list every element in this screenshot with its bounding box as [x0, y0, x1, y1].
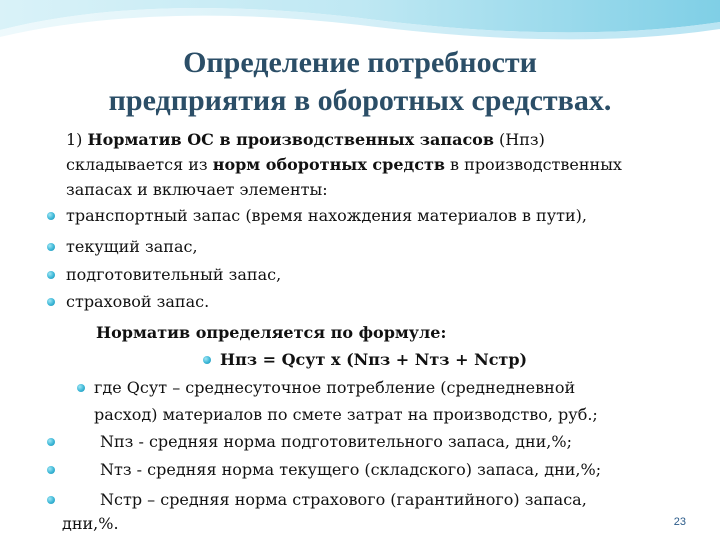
bullet-icon: [77, 384, 85, 392]
bullet-icon: [47, 466, 55, 474]
intro-line-3: запасах и включает элементы:: [66, 180, 328, 199]
def-nstr-continuation: дни,%.: [62, 514, 119, 533]
formula-intro: [96, 323, 446, 343]
bullet-icon: [47, 496, 55, 504]
intro-line-2-post: в производственных: [444, 155, 622, 174]
intro-line-2: [66, 155, 622, 175]
where-line-2: расход) материалов по смете затрат на производство, руб.;: [94, 405, 598, 424]
intro-abbrev: (Нпз): [493, 130, 545, 149]
bullet-icon: [47, 298, 55, 306]
element-item-1: транспортный запас (время нахождения материалов в пути),: [66, 206, 587, 225]
bullet-icon: [203, 356, 211, 364]
intro-line-1: [66, 130, 545, 150]
intro-line-2-pre: складывается из: [66, 155, 213, 174]
title-line-1: Определение потребности: [183, 46, 537, 79]
formula: [220, 350, 527, 370]
formula-intro-text: Норматив определяется по формуле:: [96, 323, 447, 342]
element-item-4: страховой запас.: [66, 292, 210, 311]
bullet-icon: [47, 438, 55, 446]
bullet-icon: [47, 212, 55, 220]
bullet-icon: [47, 243, 55, 251]
where-line-1: где Qсут – среднесуточное потребление (среднедневной: [94, 378, 576, 397]
element-item-2: текущий запас,: [66, 237, 198, 256]
title-line-2: предприятия в оборотных средствах.: [108, 84, 612, 117]
intro-number: 1): [66, 130, 88, 149]
def-ntz: Nтз - средняя норма текущего (складского) запаса, дни,%;: [100, 460, 602, 479]
element-item-3: подготовительный запас,: [66, 265, 282, 284]
def-npz: Nпз - средняя норма подготовительного запаса, дни,%;: [100, 432, 572, 451]
intro-bold-term: Норматив ОС в производственных запасов: [87, 130, 494, 149]
intro-line-2-bold: норм оборотных средств: [212, 155, 445, 174]
bullet-icon: [47, 271, 55, 279]
def-nstr: Nстр – средняя норма страхового (гарантийного) запаса,: [100, 490, 587, 509]
page-number: 23: [673, 516, 686, 528]
formula-text: Нпз = Qсут х (Nпз + Nтз + Nстр): [220, 350, 528, 369]
